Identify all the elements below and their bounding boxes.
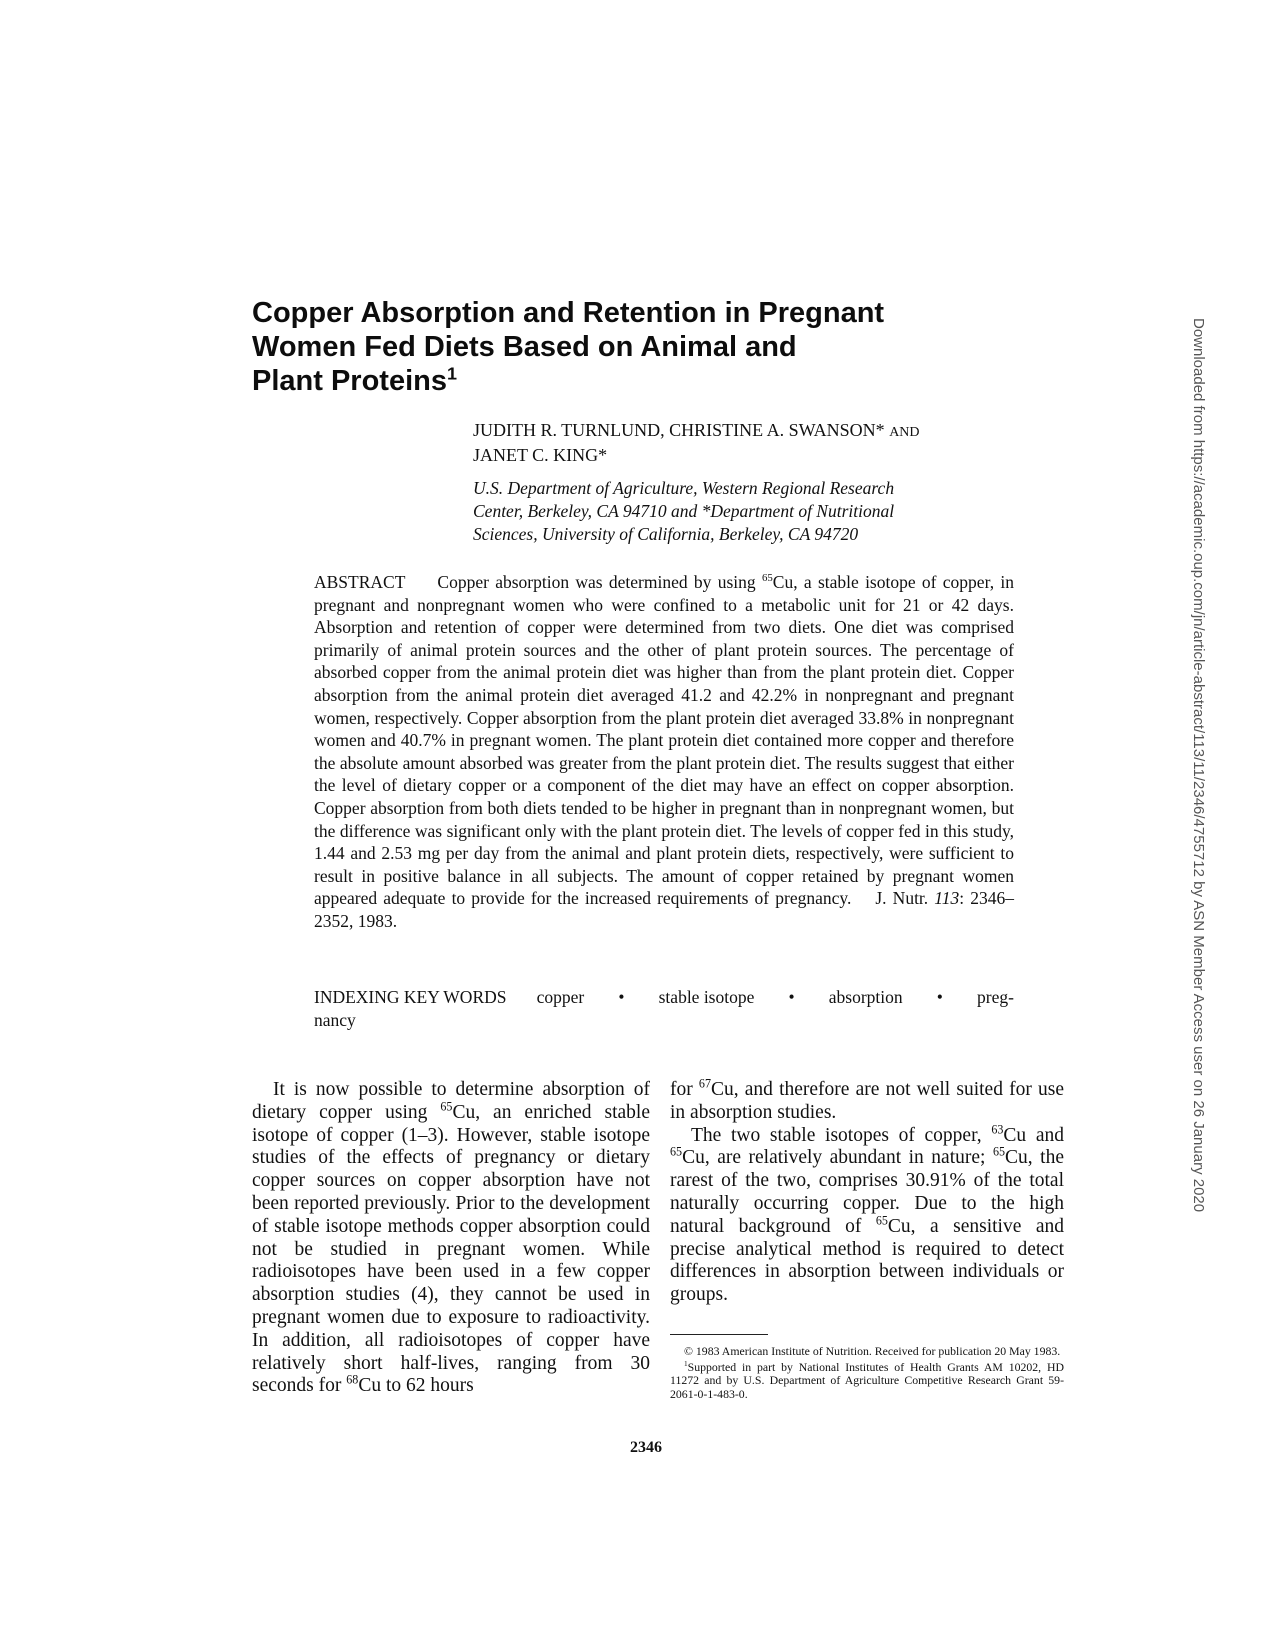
title-footnote-mark[interactable]: 1 (447, 363, 457, 384)
body-column-right (670, 1076, 1065, 1307)
body-text: Cu, an enriched stable isotope of copper (1–3). However, stable isotope studies of the effects of pregnancy or dietary copper sources on copper absorption have not been reported previously. Prior to the development of stable isotope methods copper absorption could not be studied in pregnant women. While radioisotopes have been used in a few copper absorption studies (4), they cannot be used in pregnant women due to exposure to radioactivity. In addition, all radioisotopes of copper have relatively short half-lives, ranging from 30 seconds for (252, 1101, 650, 1397)
author-line-2: JANET C. KING* (473, 445, 608, 465)
keyword-separator: • (936, 987, 943, 1007)
body-paragraph (252, 1079, 650, 1398)
footnotes (670, 1345, 1064, 1403)
keyword-separator: • (618, 987, 625, 1007)
author-list (473, 419, 1033, 467)
isotope-mass: 63 (991, 1122, 1004, 1137)
abstract-text: Cu, a stable isotope of copper, in pregnant and nonpregnant women who were confined to a metabolic unit for 21 or 42 days. Absorption and retention of copper were determined from two diets. One diet was comprised primarily of animal protein sources and the other of plant protein sources. The percentage of absorbed copper from the animal protein diet was higher than from the plant protein diet. Copper absorption from the animal protein diet averaged 41.2 and 42.2% in nonpregnant and pregnant women, respectively. Copper absorption from the plant protein diet averaged 33.8% in nonpregnant women and 40.7% in pregnant women. The plant protein diet contained more copper and therefore the absolute amount absorbed was greater from the plant protein diet. The results suggest that either the level of dietary copper or a component of the diet may have an effect on copper absorption. Copper absorption from both diets tended to be higher in pregnant than in nonpregnant women, but the difference was significant only with the plant protein diet. The levels of copper fed in this study, 1.44 and 2.53 mg per day from the animal and plant protein diets, respectively, were sufficient to result in positive balance in all subjects. The amount of copper retained by pregnant women appeared adequate to provide for the increased requirements of pregnancy. (314, 572, 1014, 909)
footnote-divider (670, 1334, 768, 1335)
keyword: absorption (828, 987, 903, 1007)
body-text: Cu, a sensitive and precise analytical method is required to detect differences in absorption between individuals or groups. (670, 1215, 1065, 1306)
citation-volume: 113 (934, 888, 960, 909)
isotope-mass: 65 (875, 1213, 888, 1228)
abstract-label: ABSTRACT (314, 572, 406, 592)
support-footnote-text: Supported in part by National Institutes of Health Grants AM 10202, HD 11272 and by U.S. Department of Agriculture Competitive Research Grant 59-2061-0-1-483-0. (670, 1359, 1064, 1401)
footnote-mark: 1 (684, 1358, 688, 1368)
indexing-keywords (314, 986, 1014, 1032)
affiliation-line: Center, Berkeley, CA 94710 and *Department of Nutritional (473, 501, 895, 521)
download-watermark[interactable]: Downloaded from https://academic.oup.com/jn/article-abstract/113/11/2346/4755712 by ASN Member Access user on 26 January 2020 (1190, 318, 1207, 1213)
isotope-mass: 65 (440, 1099, 453, 1114)
body-text: Cu, and therefore are not well suited for use in absorption studies. (670, 1079, 1064, 1123)
citation-pages: : 2346–2352, 1983. (314, 888, 1014, 931)
article-title (252, 296, 952, 398)
body-column-left (252, 1079, 650, 1398)
author-line (473, 419, 1033, 444)
support-footnote (670, 1358, 1064, 1402)
page-number: 2346 (630, 1439, 662, 1456)
keywords-row (314, 986, 1014, 1009)
abstract (314, 571, 1014, 933)
keyword: copper (536, 987, 585, 1007)
isotope-mass: 65 (670, 1144, 683, 1159)
title-line-text: Plant Proteins (252, 365, 447, 397)
affiliations (473, 477, 1013, 546)
affiliation-line: Sciences, University of California, Berkeley, CA 94720 (473, 524, 859, 544)
keyword-separator: • (788, 987, 795, 1007)
body-text: Cu to 62 hours (358, 1375, 474, 1397)
isotope-mass: 67 (698, 1076, 711, 1091)
keywords-label: INDEXING KEY WORDS (314, 987, 507, 1007)
title-line: Women Fed Diets Based on Animal and (252, 331, 797, 363)
body-text: It is now possible to determine absorption of dietary copper using (252, 1079, 650, 1123)
citation-journal: J. Nutr. (875, 888, 929, 909)
affiliation-line: U.S. Department of Agriculture, Western Regional Research (473, 478, 895, 498)
author-line-1: JUDITH R. TURNLUND, CHRISTINE A. SWANSON* (473, 420, 885, 440)
author-and: AND (889, 425, 920, 440)
title-line (252, 364, 952, 398)
body-paragraph (670, 1122, 1065, 1307)
abstract-text: Copper absorption was determined by using (437, 572, 762, 592)
keyword: stable isotope (658, 987, 755, 1007)
body-paragraph-continued (670, 1076, 1064, 1125)
keyword-continuation: nancy (314, 1010, 356, 1030)
keyword: preg- (977, 987, 1014, 1007)
body-text: Cu and (1003, 1124, 1064, 1146)
isotope-mass: 68 (346, 1372, 359, 1387)
body-text: Cu, are relatively abundant in nature; (682, 1147, 993, 1169)
isotope-mass: 65 (992, 1144, 1006, 1159)
body-text: Cu, the rarest of the two, comprises 30.91% of the total naturally occurring copper. Due to the high natural background of (670, 1147, 1064, 1237)
body-text: The two stable isotopes of copper, (691, 1124, 992, 1146)
body-text: for (670, 1079, 699, 1100)
isotope-mass: 65 (761, 572, 773, 585)
copyright-footnote: © 1983 American Institute of Nutrition. Received for publication 20 May 1983. (684, 1344, 1061, 1358)
title-line: Copper Absorption and Retention in Pregnant (252, 297, 885, 329)
